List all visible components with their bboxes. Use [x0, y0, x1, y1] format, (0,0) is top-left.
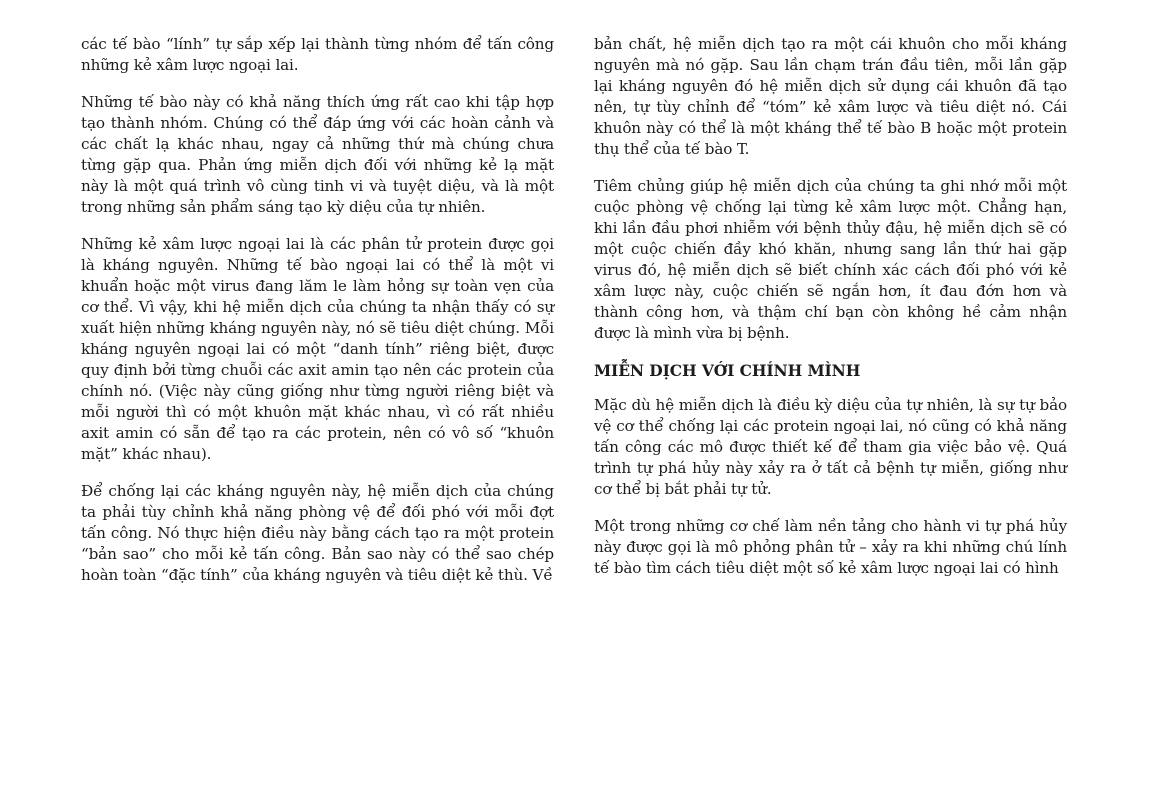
paragraph: Tiêm chủng giúp hệ miễn dịch của chúng ta ghi nhớ mỗi một cuộc phòng vệ chống lại từng kẻ xâm lược một. Chẳng hạn, khi lần đầu phơi nhiễm với bệnh thủy đậu, hệ miễn dịch sẽ có một cuộc chiến đầy khó khăn, nhưng sang lần thứ hai gặp virus đó, hệ miễn dịch sẽ biết chính xác cách đối phó với kẻ xâm lược này, cuộc chiến sẽ ngắn hơn, ít đau đớn hơn và thành công hơn, và thậm chí bạn còn không hề cảm nhận được là mình vừa bị bệnh.: [594, 177, 1067, 342]
paragraph: Một trong những cơ chế làm nền tảng cho hành vi tự phá hủy này được gọi là mô phỏng phân tử – xảy ra khi những chú lính tế bào tìm cách tiêu diệt một số kẻ xâm lược ngoại lai có hình: [594, 517, 1067, 577]
paragraph: Những tế bào này có khả năng thích ứng rất cao khi tập hợp tạo thành nhóm. Chúng có thể đáp ứng với các hoàn cảnh và các chất lạ khác nhau, ngay cả những thứ mà chúng chưa từng gặp qua. Phản ứng miễn dịch đối với những kẻ lạ mặt này là một quá trình vô cùng tinh vi và tuyệt diệu, và là một trong những sản phẩm sáng tạo kỳ diệu của tự nhiên.: [81, 93, 554, 216]
paragraph: các tế bào “lính” tự sắp xếp lại thành từng nhóm để tấn công những kẻ xâm lược ngoại lai.: [81, 35, 554, 74]
paragraph: Mặc dù hệ miễn dịch là điều kỳ diệu của tự nhiên, là sự tự bảo vệ cơ thể chống lại các protein ngoại lai, nó cũng có khả năng tấn công các mô được thiết kế để tham gia việc bảo vệ. Quá trình tự phá hủy này xảy ra ở tất cả bệnh tự miễn, giống như cơ thể bị bắt phải tự tử.: [594, 396, 1067, 498]
left-text-column: [81, 34, 554, 602]
right-text-column: [594, 34, 1067, 595]
paragraph: Những kẻ xâm lược ngoại lai là các phân tử protein được gọi là kháng nguyên. Những tế bào ngoại lai có thể là một vi khuẩn hoặc một virus đang lăm le làm hỏng sự toàn vẹn của cơ thể. Vì vậy, khi hệ miễn dịch của chúng ta nhận thấy có sự xuất hiện những kháng nguyên này, nó sẽ tiêu diệt chúng. Mỗi kháng nguyên ngoại lai có một “danh tính” riêng biệt, được quy định bởi từng chuỗi các axit amin tạo nên các protein của chính nó. (Việc này cũng giống như từng người riêng biệt và mỗi người thì có một khuôn mặt khác nhau, vì có rất nhiều axit amin có sẵn để tạo ra các protein, nên có vô số “khuôn mặt” khác nhau).: [81, 235, 554, 463]
section-heading: MIỄN DỊCH VỚI CHÍNH MÌNH: [594, 361, 861, 380]
paragraph: bản chất, hệ miễn dịch tạo ra một cái khuôn cho mỗi kháng nguyên mà nó gặp. Sau lần chạm trán đầu tiên, mỗi lần gặp lại kháng nguyên đó hệ miễn dịch sử dụng cái khuôn đã tạo nên, tự tùy chỉnh để “tóm” kẻ xâm lược và tiêu diệt nó. Cái khuôn này có thể là một kháng thể tế bào B hoặc một protein thụ thể của tế bào T.: [594, 35, 1067, 158]
paragraph: Để chống lại các kháng nguyên này, hệ miễn dịch của chúng ta phải tùy chỉnh khả năng phòng vệ để đối phó với mỗi đợt tấn công. Nó thực hiện điều này bằng cách tạo ra một protein “bản sao” cho mỗi kẻ tấn công. Bản sao này có thể sao chép hoàn toàn “đặc tính” của kháng nguyên và tiêu diệt kẻ thù. Về: [81, 482, 554, 584]
